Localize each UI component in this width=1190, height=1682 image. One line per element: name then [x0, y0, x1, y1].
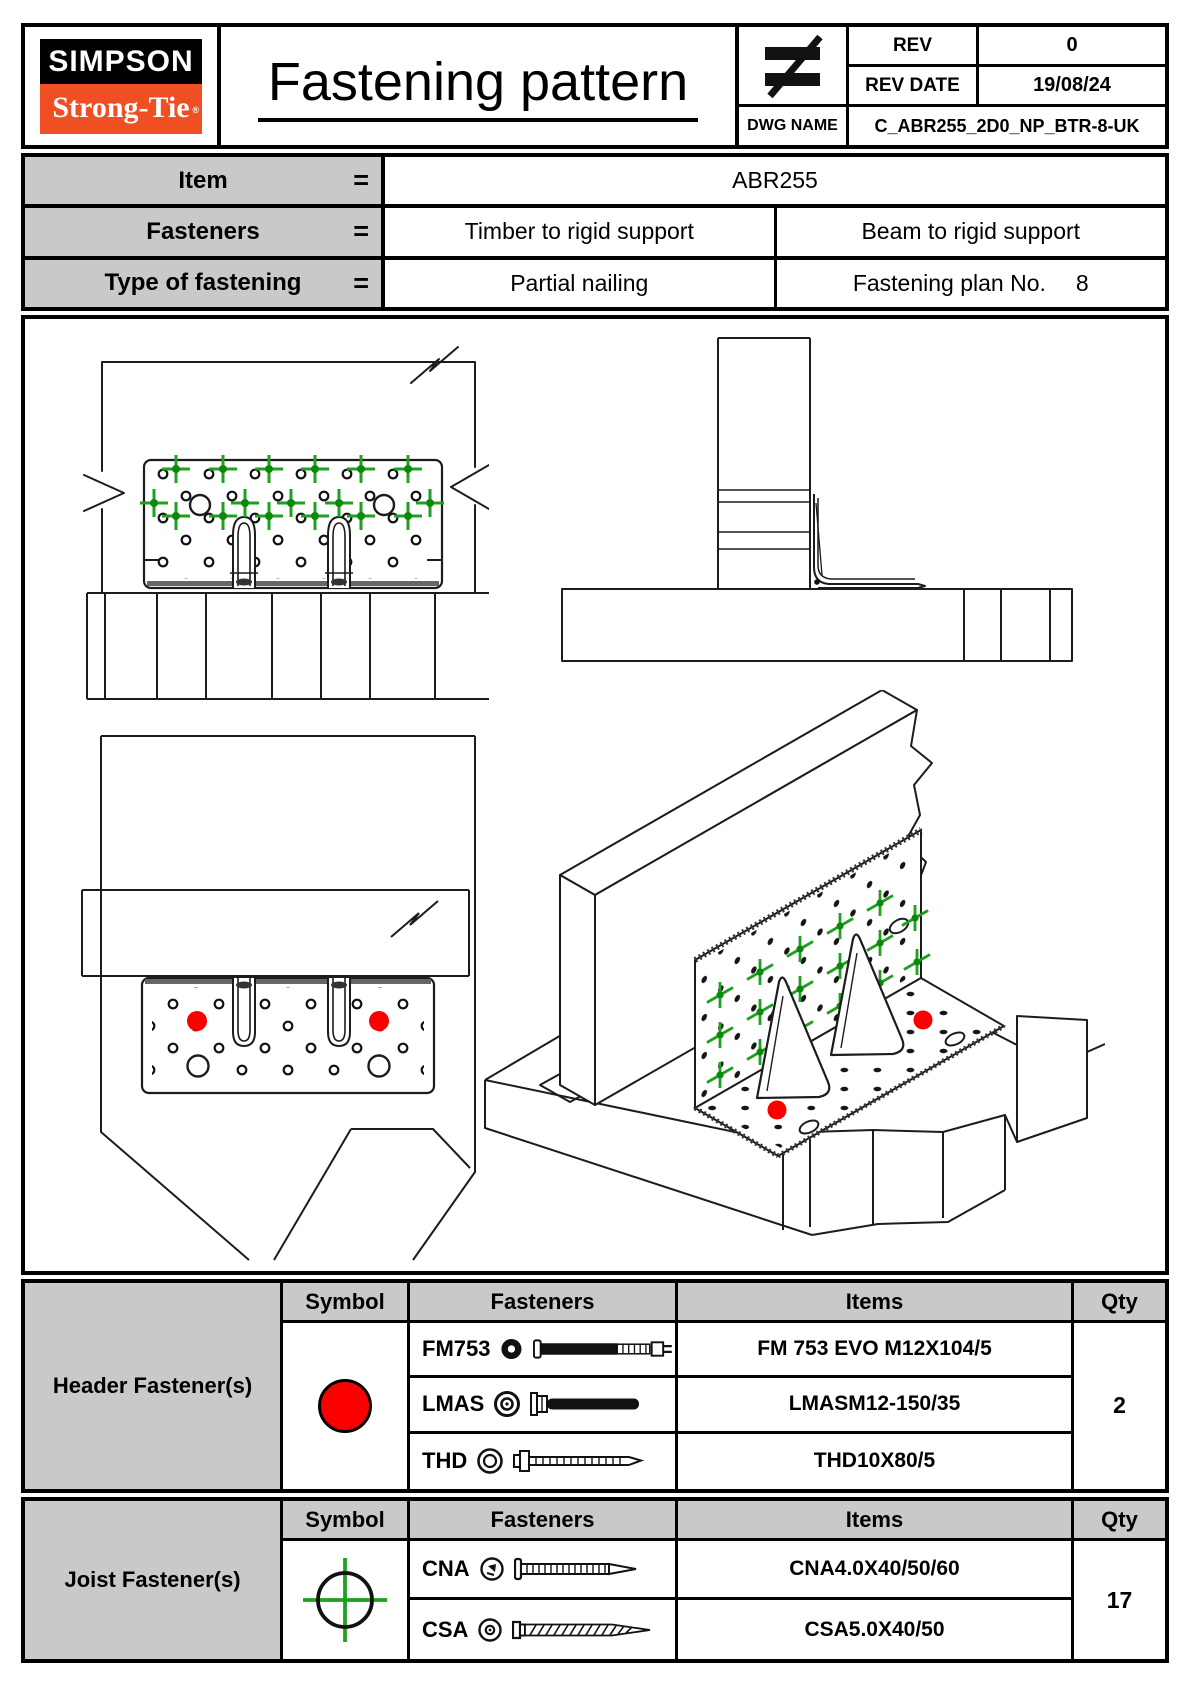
logo-simpson-text: SIMPSON — [40, 39, 202, 84]
green-crosshair-circle-icon — [299, 1554, 391, 1646]
bracket-plate-front — [144, 460, 442, 588]
sheet-title-cell — [221, 27, 739, 145]
fastening-plan-cell — [777, 260, 1166, 307]
fm753-head-icon — [499, 1336, 524, 1362]
support-hatch — [87, 593, 489, 699]
header-fastener-marker — [914, 1011, 933, 1030]
dwg-name-label: DWG NAME — [739, 107, 849, 145]
thd-screw-icon — [513, 1447, 645, 1475]
item-label — [25, 157, 385, 204]
rev-date-value: 19/08/24 — [979, 67, 1165, 107]
fastener-row-lmas: LMAS — [410, 1378, 678, 1433]
nail-hole-pattern — [154, 467, 432, 579]
rev-label: REV — [849, 27, 979, 67]
header-fasteners-group-label: Header Fastener(s) — [25, 1283, 283, 1489]
fastener-row-cna: CNA — [410, 1541, 678, 1600]
revision-table — [739, 27, 1165, 145]
equals-sign: = — [353, 165, 369, 196]
bolt-hole — [190, 495, 210, 515]
item-label-text: Item — [178, 166, 228, 194]
registered-mark: ® — [192, 104, 199, 115]
item-cna: CNA4.0X40/50/60 — [678, 1541, 1074, 1600]
csa-head-icon — [477, 1617, 503, 1643]
red-circle-marker-icon — [318, 1379, 372, 1433]
fasteners-value-right: Beam to rigid support — [861, 218, 1081, 245]
item-csa: CSA5.0X40/50 — [678, 1600, 1074, 1659]
sheet-title: Fastening pattern — [258, 51, 698, 122]
joist-fastener-symbol-cell — [283, 1541, 410, 1659]
qty-column-header: Qty — [1074, 1501, 1165, 1541]
header-fastener-symbol-cell — [283, 1323, 410, 1489]
logo-strongtie-text — [40, 84, 202, 134]
simpson-strongtie-logo — [25, 27, 221, 145]
fasteners-label — [25, 208, 385, 255]
front-view-drawing — [59, 331, 489, 723]
fastening-plan-number: 8 — [1075, 269, 1089, 296]
logo-strongtie-label: Strong-Tie — [52, 90, 190, 124]
fastening-plan-label: Fastening plan No. — [852, 269, 1046, 296]
beam-plan-band — [82, 890, 469, 976]
type-of-fastening-label — [25, 260, 385, 307]
fastener-row-fm753: FM753 — [410, 1323, 678, 1378]
bolt-hole — [374, 495, 394, 515]
not-equal-projection-icon — [757, 32, 829, 100]
items-column-header: Items — [678, 1283, 1074, 1323]
plan-view-drawing — [69, 685, 479, 1263]
fastening-pattern-sheet — [21, 23, 1169, 1663]
fastener-row-thd: THD — [410, 1434, 678, 1489]
thd-head-icon — [476, 1447, 504, 1475]
joist-fastener-qty: 17 — [1074, 1541, 1165, 1659]
fastener-row-csa: CSA — [410, 1600, 678, 1659]
joist-fastener-table — [21, 1497, 1169, 1663]
info-table — [21, 153, 1169, 311]
lmas-head-icon — [493, 1390, 521, 1418]
rev-date-label: REV DATE — [849, 67, 979, 107]
header-fastener-marker — [768, 1101, 787, 1120]
support-slab — [562, 589, 1072, 661]
cna-nail-icon — [514, 1556, 649, 1582]
header-fastener-marker — [187, 1011, 207, 1031]
break-symbol — [411, 347, 458, 383]
item-lmas: LMASM12-150/35 — [678, 1378, 1074, 1433]
symbol-column-header: Symbol — [283, 1501, 410, 1541]
bracket-profile — [814, 494, 925, 588]
items-column-header: Items — [678, 1501, 1074, 1541]
lmas-bolt-icon — [530, 1390, 650, 1418]
projection-symbol-icon — [739, 27, 849, 107]
equals-sign: = — [353, 216, 369, 247]
info-row-fasteners — [25, 204, 1165, 255]
fasteners-column-header: Fasteners — [410, 1501, 678, 1541]
break-symbol — [391, 901, 438, 937]
rev-value: 0 — [979, 27, 1165, 67]
symbol-column-header: Symbol — [283, 1283, 410, 1323]
fm753-bolt-icon — [533, 1336, 675, 1362]
info-row-item — [25, 157, 1165, 204]
cna-head-icon — [479, 1556, 505, 1582]
bolt-hole — [188, 1056, 209, 1077]
fasteners-label-text: Fasteners — [146, 217, 260, 245]
side-view-drawing — [519, 331, 1079, 676]
info-row-type — [25, 256, 1165, 307]
bracket-base-plan — [142, 978, 434, 1093]
drawing-area — [21, 315, 1169, 1275]
equals-sign: = — [353, 267, 369, 298]
dwg-name-value: C_ABR255_2D0_NP_BTR-8-UK — [874, 115, 1140, 136]
fasteners-column-header: Fasteners — [410, 1283, 678, 1323]
csa-screw-icon — [512, 1617, 662, 1643]
header-fastener-table — [21, 1279, 1169, 1493]
title-block — [21, 23, 1169, 149]
header-fastener-qty: 2 — [1074, 1323, 1165, 1489]
isometric-view-drawing — [465, 690, 1105, 1265]
item-fm753: FM 753 EVO M12X104/5 — [678, 1323, 1074, 1378]
type-label-text: Type of fastening — [104, 269, 302, 297]
beam-end-outline — [718, 338, 810, 589]
item-value: ABR255 — [732, 167, 818, 194]
item-thd: THD10X80/5 — [678, 1434, 1074, 1489]
bolt-hole — [369, 1056, 390, 1077]
header-fastener-marker — [369, 1011, 389, 1031]
joist-fasteners-group-label: Joist Fastener(s) — [25, 1501, 283, 1659]
qty-column-header: Qty — [1074, 1283, 1165, 1323]
type-value: Partial nailing — [385, 260, 777, 307]
fasteners-value-left: Timber to rigid support — [385, 208, 777, 255]
